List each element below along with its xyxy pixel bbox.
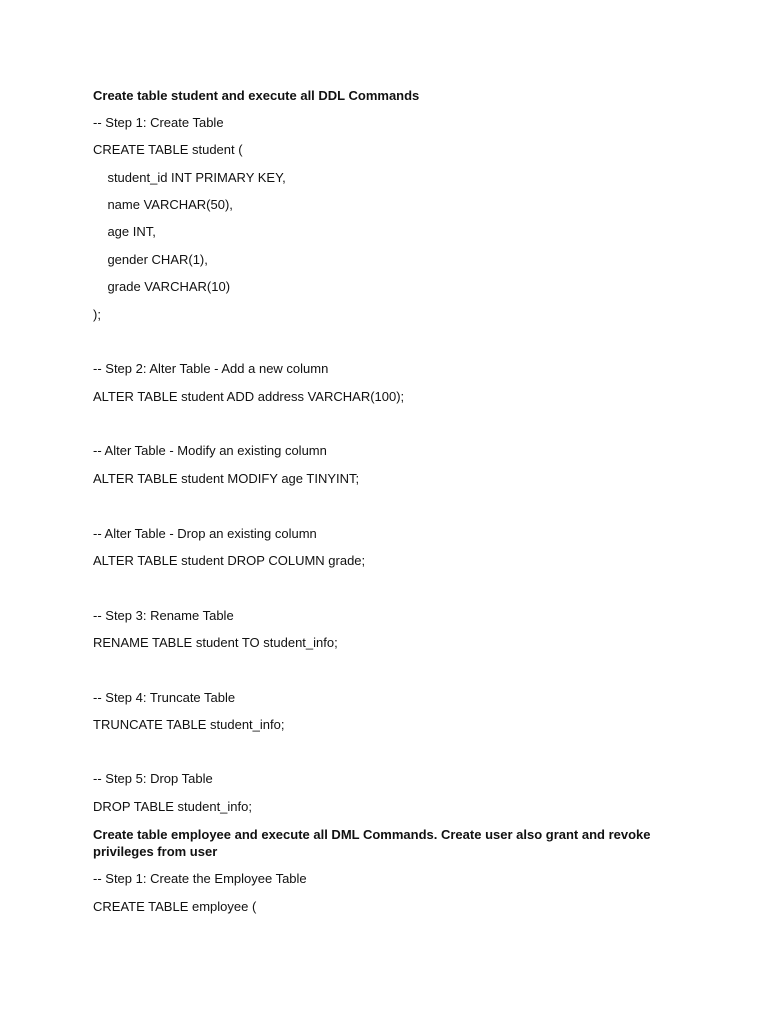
sql-line: age INT, — [93, 224, 156, 239]
sql-comment: -- Step 1: Create the Employee Table — [93, 871, 307, 886]
sql-comment: -- Step 4: Truncate Table — [93, 690, 236, 705]
section-heading-dml: Create table employee and execute all DML Commands. Create user also grant and revoke privileges from user — [93, 827, 651, 859]
sql-line: ); — [93, 307, 101, 322]
sql-line: CREATE TABLE employee ( — [93, 899, 257, 914]
sql-line: grade VARCHAR(10) — [93, 279, 231, 294]
sql-comment: -- Step 5: Drop Table — [93, 771, 213, 786]
sql-comment: -- Step 1: Create Table — [93, 115, 224, 130]
sql-line: student_id INT PRIMARY KEY, — [93, 170, 286, 185]
sql-line: ALTER TABLE student MODIFY age TINYINT; — [93, 471, 360, 486]
sql-line: RENAME TABLE student TO student_info; — [93, 635, 338, 650]
sql-line: ALTER TABLE student DROP COLUMN grade; — [93, 553, 366, 568]
sql-line: CREATE TABLE student ( — [93, 142, 243, 157]
sql-comment: -- Alter Table - Drop an existing column — [93, 526, 317, 541]
sql-line: gender CHAR(1), — [93, 252, 208, 267]
sql-line: TRUNCATE TABLE student_info; — [93, 717, 285, 732]
sql-line: name VARCHAR(50), — [93, 197, 233, 212]
sql-comment: -- Alter Table - Modify an existing column — [93, 443, 327, 458]
sql-line: DROP TABLE student_info; — [93, 799, 252, 814]
section-heading-ddl: Create table student and execute all DDL Commands — [93, 88, 420, 103]
sql-comment: -- Step 2: Alter Table - Add a new column — [93, 361, 329, 376]
sql-line: ALTER TABLE student ADD address VARCHAR(100); — [93, 389, 405, 404]
sql-comment: -- Step 3: Rename Table — [93, 608, 234, 623]
